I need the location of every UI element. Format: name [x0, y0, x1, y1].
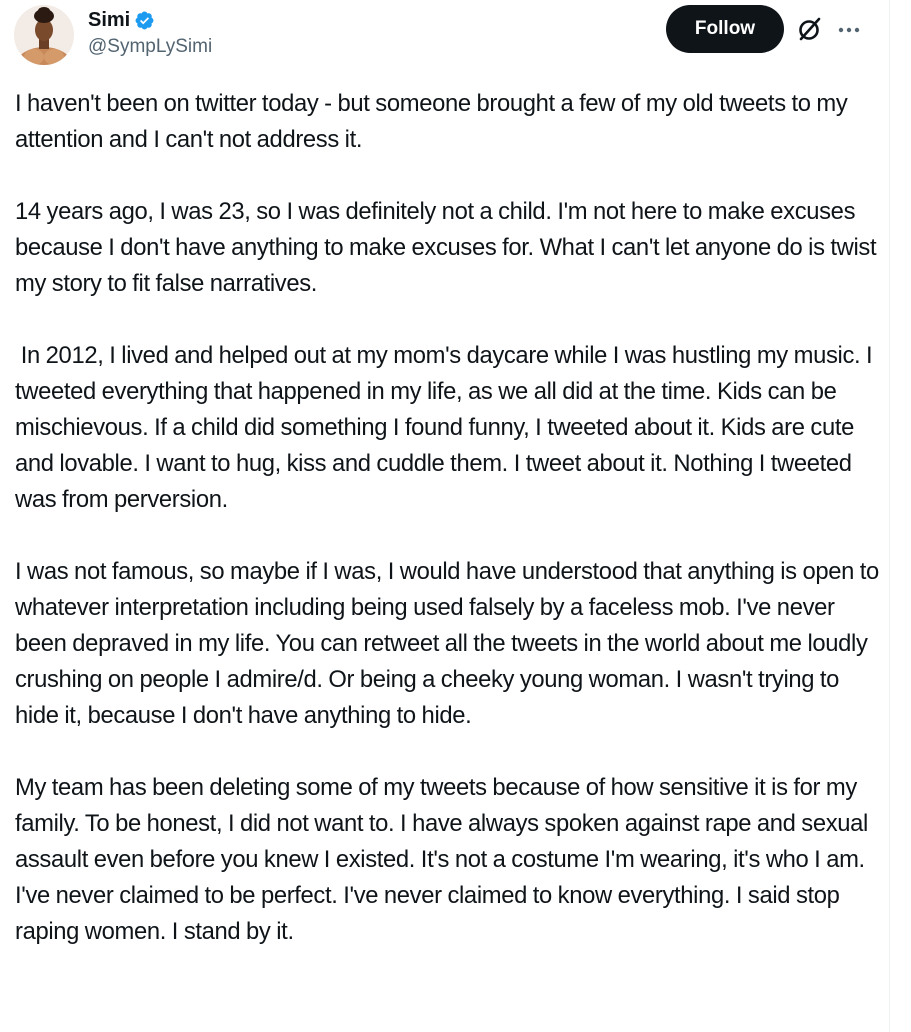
- grok-slash-icon[interactable]: [796, 15, 824, 43]
- name-row: [88, 7, 212, 33]
- avatar-image: [14, 5, 74, 65]
- verified-badge-icon[interactable]: [134, 10, 155, 31]
- column-divider: [889, 0, 890, 1032]
- tweet-header: [14, 5, 874, 65]
- display-name[interactable]: Simi: [88, 9, 131, 31]
- handle[interactable]: @SympLySimi: [88, 36, 213, 57]
- tweet-paragraph-4: I was not famous, so maybe if I was, I would have understood that anything is open to whatever interpretation including being used falsely by a faceless mob. I've never been depraved in my life. You can retweet all the tweets in the world about me loudly crushing on people I admire/d. Or being a cheeky young woman. I wasn't trying to hide it, because I don't have anything to hide.: [15, 558, 885, 729]
- tweet-paragraph-1: I haven't been on twitter today - but someone brought a few of my old tweets to my attention and I can't not address it.: [15, 90, 854, 153]
- more-dots-icon[interactable]: [836, 17, 862, 43]
- tweet-text: [15, 86, 885, 986]
- tweet-paragraph-5: My team has been deleting some of my tweets because of how sensitive it is for my family. To be honest, I did not want to. I have always spoken against rape and sexual assault even before you knew I existed. It's not a costume I'm wearing, it's who I am. I've never claimed to be perfect. I've never claimed to know everything. I said stop raping women. I stand by it.: [15, 774, 874, 945]
- author-block: [88, 7, 212, 59]
- follow-button[interactable]: Follow: [666, 5, 784, 53]
- avatar[interactable]: [14, 5, 74, 65]
- tweet-paragraph-2: 14 years ago, I was 23, so I was definitely not a child. I'm not here to make excuses because I don't have anything to make excuses for. What I can't let anyone do is twist my story to fit false narratives.: [15, 198, 882, 297]
- tweet-paragraph-3: In 2012, I lived and helped out at my mom's daycare while I was hustling my music. I tweeted everything that happened in my life, as we all did at the time. Kids can be mischievous. If a child did something I found funny, I tweeted about it. Kids are cute and lovable. I want to hug, kiss and cuddle them. I tweet about it. Nothing I tweeted was from perversion.: [15, 342, 879, 513]
